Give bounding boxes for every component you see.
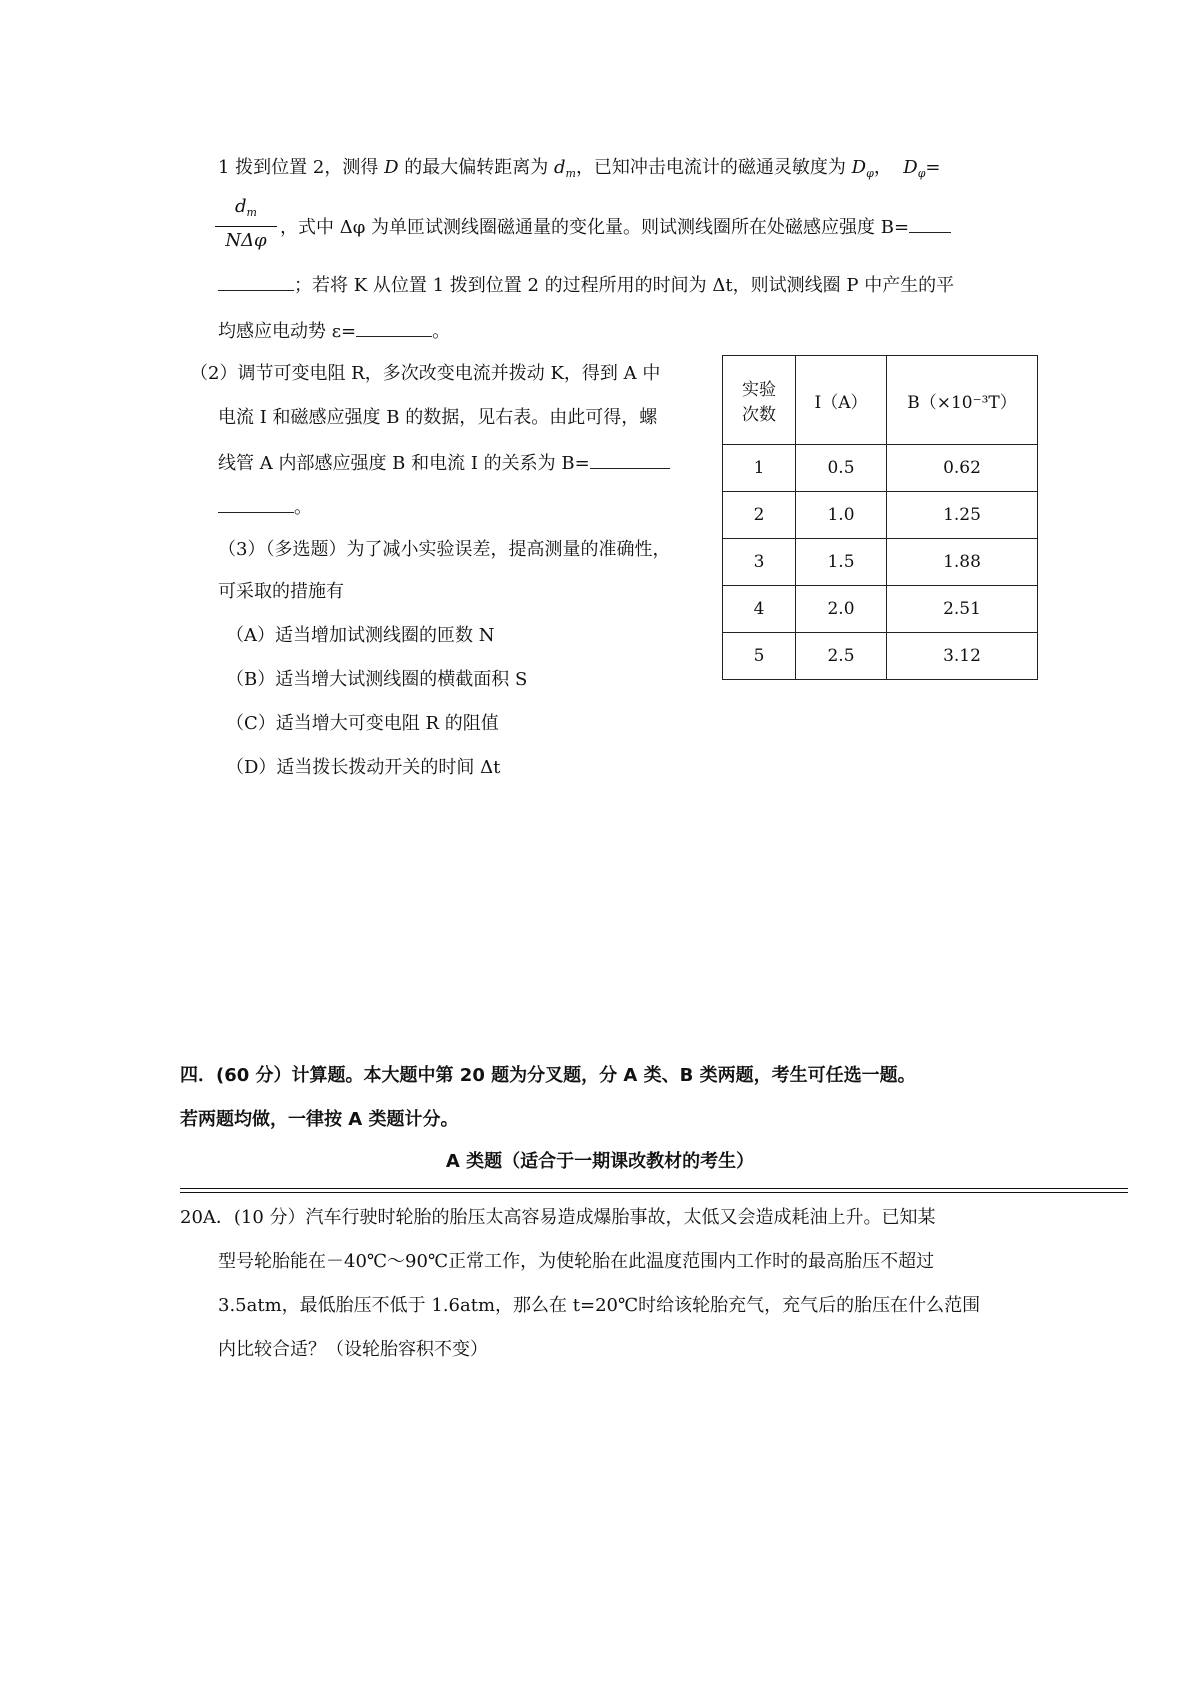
table-cell: 4: [723, 586, 796, 633]
frac-num: d: [235, 196, 247, 217]
table-cell: 0.5: [796, 445, 887, 492]
table-header-row: [723, 356, 1038, 445]
data-table: [722, 355, 1038, 680]
double-rule-top: [180, 1188, 1128, 1189]
fraction-denominator: NΔφ: [225, 230, 267, 251]
answer-blank: [218, 272, 294, 291]
table-cell: 1.88: [887, 539, 1038, 586]
q19-part2-line-2: [218, 406, 657, 430]
q19-part3-line-2: [218, 580, 344, 604]
option-d: [226, 756, 500, 780]
table-cell: 1.25: [887, 492, 1038, 539]
part3-text: 可采取的措施有: [218, 581, 344, 602]
q20a-text: 3.5atm，最低胎压不低于 1.6atm，那么在 t=20℃时给该轮胎充气，充气后的胎压在什么范围: [218, 1295, 981, 1316]
q19-text: ，已知冲击电流计的磁通灵敏度为: [575, 157, 852, 178]
section4-text: 四．(60 分）计算题。本大题中第 20 题为分叉题，分 A 类、B 类两题，考生可任选一题。: [180, 1065, 916, 1086]
q19-part3-line-1: [218, 538, 670, 562]
table-cell: 2.5: [796, 633, 887, 680]
table-row: [723, 539, 1038, 586]
q19-part2-line-1: [190, 362, 660, 386]
section4-text: 若两题均做，一律按 A 类题计分。: [180, 1109, 459, 1130]
double-rule-bottom: [180, 1192, 1128, 1193]
section4-subheading: [0, 1150, 1200, 1174]
section4-heading-line-1: [180, 1064, 916, 1088]
q19-text: 均感应电动势 ε=: [218, 321, 357, 342]
part2-text: 电流 I 和磁感应强度 B 的数据，见右表。由此可得，螺: [218, 407, 658, 428]
header-trial-line1: 实验: [742, 380, 776, 400]
q20a-line-3: [218, 1294, 980, 1318]
subheading-text: A 类题（适合于一期课改教材的考生）: [445, 1151, 755, 1172]
q19-line-3: [218, 272, 954, 298]
q19-text: ，: [873, 157, 892, 178]
table-cell: 3: [723, 539, 796, 586]
part2-text: 线管 A 内部感应强度 B 和电流 I 的关系为 B=: [218, 453, 590, 474]
q19-text: =: [925, 157, 941, 178]
table-row: [723, 586, 1038, 633]
option-a-text: （A）适当增加试测线圈的匝数 N: [226, 625, 495, 646]
q19-part2-line-3: [218, 450, 670, 476]
q19-text: ；若将 K 从位置 1 拨到位置 2 的过程所用的时间为 Δt，则试测线圈 P 中产生的平: [294, 275, 955, 296]
option-c: [226, 712, 499, 736]
var-Dphi: D: [851, 157, 867, 178]
table-cell: 5: [723, 633, 796, 680]
q19-line-4: [218, 318, 450, 344]
var-D: D: [384, 157, 399, 178]
option-b: [226, 668, 527, 692]
header-field: B（×10⁻³T）: [887, 356, 1038, 445]
fraction-bar: [215, 226, 277, 227]
table-cell: 1.0: [796, 492, 887, 539]
option-a: [226, 624, 494, 648]
header-current: I（A）: [796, 356, 887, 445]
q19-line-1: [218, 156, 941, 186]
table-cell: 1: [723, 445, 796, 492]
q20a-line-2: [218, 1250, 934, 1274]
sub-phi: φ: [917, 167, 926, 180]
sensitivity-fraction: [215, 196, 277, 253]
q20a-text: 20A．(10 分）汽车行驶时轮胎的胎压太高容易造成爆胎事故，太低又会造成耗油上升。已知某: [180, 1207, 936, 1228]
answer-blank: [218, 494, 294, 513]
q19-text: 。: [432, 321, 451, 342]
q20a-text: 型号轮胎能在－40℃～90℃正常工作，为使轮胎在此温度范围内工作时的最高胎压不超过: [218, 1251, 935, 1272]
table-cell: 2.0: [796, 586, 887, 633]
table-cell: 1.5: [796, 539, 887, 586]
sub-m: m: [565, 167, 576, 180]
table-row: [723, 445, 1038, 492]
option-c-text: （C）适当增大可变电阻 R 的阻值: [226, 713, 499, 734]
var-d: d: [553, 157, 566, 178]
q19-part2-line-4: [218, 494, 312, 520]
table-cell: 2: [723, 492, 796, 539]
header-trial-line2: 次数: [742, 405, 776, 425]
part3-text: （3）（多选题）为了减小实验误差，提高测量的准确性，: [218, 539, 671, 560]
table-cell: 3.12: [887, 633, 1038, 680]
table-row: [723, 492, 1038, 539]
answer-blank: [590, 450, 670, 469]
part2-text: （2）调节可变电阻 R，多次改变电流并拨动 K，得到 A 中: [190, 363, 661, 384]
q20a-line-1: [180, 1206, 936, 1230]
q20a-line-4: [218, 1338, 488, 1362]
q20a-text: 内比较合适？（设轮胎容积不变）: [218, 1339, 488, 1360]
option-b-text: （B）适当增大试测线圈的横截面积 S: [226, 669, 528, 690]
table-cell: 0.62: [887, 445, 1038, 492]
sub-phi: φ: [866, 167, 874, 180]
section4-heading-line-2: [180, 1108, 458, 1132]
option-d-text: （D）适当拨长拨动开关的时间 Δt: [226, 757, 501, 778]
q19-text: 的最大偏转距离为: [398, 157, 554, 178]
answer-blank: [909, 214, 951, 233]
part2-text: 。: [294, 497, 312, 518]
table-row: [723, 633, 1038, 680]
answer-blank: [356, 318, 432, 337]
q19-line-2: [280, 214, 951, 240]
var-Dphi: D: [903, 157, 918, 178]
fraction-numerator: [215, 196, 277, 224]
table-cell: 2.51: [887, 586, 1038, 633]
q19-text: ，式中 Δφ 为单匝试测线圈磁通量的变化量。则试测线圈所在处磁感应强度 B=: [280, 217, 910, 238]
header-trial: [723, 356, 796, 445]
q19-text: 1 拨到位置 2，测得: [218, 157, 385, 178]
frac-num-sub: m: [246, 206, 257, 219]
